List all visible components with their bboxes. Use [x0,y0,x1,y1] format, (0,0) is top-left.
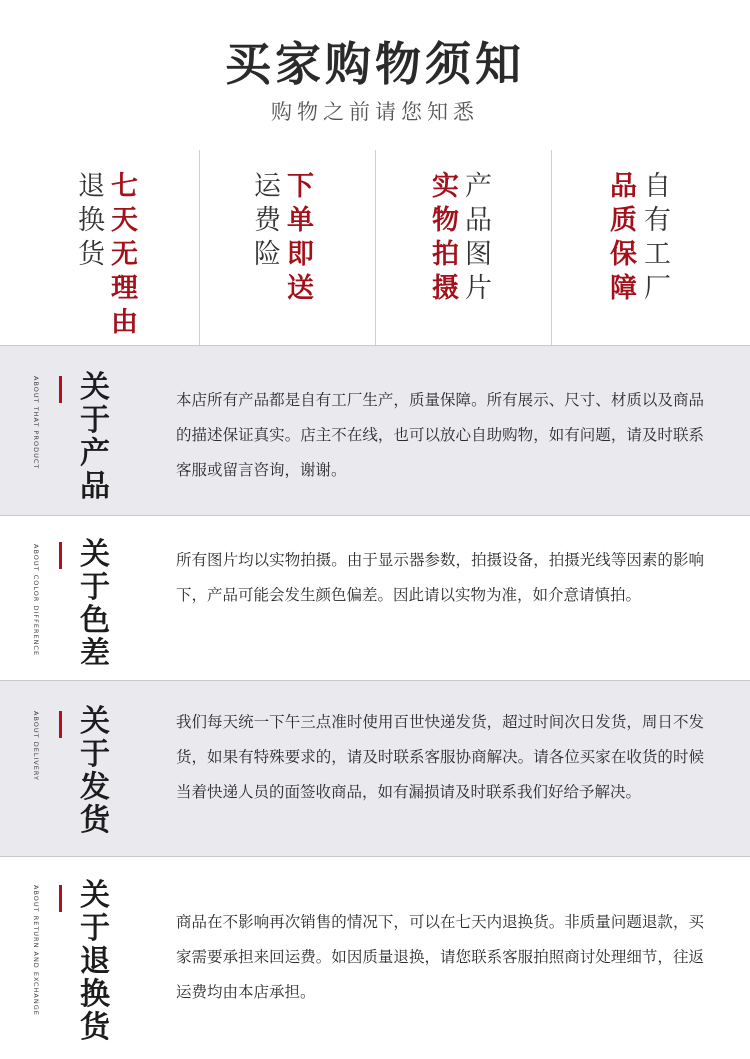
promise-shipping-highlight: 下 单 即 送 [287,171,314,304]
section-body: 我们每天统一下午三点准时使用百世快递发货，超过时间次日发货，周日不发货，如果有特殊要求的，请及时联系客服协商解决。请各位买家在收货的时候当着快递人员的面签收商品，如有漏损请及时联系我们好给予解决。 [176,713,704,801]
page-subtitle: 购物之前请您知悉 [271,100,479,124]
promise-returns-plain: 退 换 货 [78,171,105,270]
section-title: 关 于 色 差 [80,537,110,671]
promise-photos-plain: 产 品 图 片 [465,171,492,304]
page-title: 买家购物须知 [225,37,525,91]
section-title: 关 于 产 品 [80,370,110,504]
promise-shipping-plain: 运 费 险 [254,171,281,270]
section-about-product [0,345,750,516]
section-en-label: ABOUT RETURN AND EXCHANGE [32,885,40,1016]
promise-quality [552,150,750,345]
section-title: 关 于 退 换 货 [80,878,110,1045]
promise-photos-highlight: 实 物 拍 摄 [432,171,459,304]
section-accent-bar [59,376,62,403]
section-en-label: ABOUT THAT PRODUCT [32,376,40,470]
section-title: 关 于 发 货 [80,704,110,838]
section-accent-bar [59,711,62,738]
promise-returns-highlight: 七 天 无 理 由 [111,171,138,338]
promise-shipping-insurance [200,150,375,345]
section-body: 商品在不影响再次销售的情况下，可以在七天内退换货。非质量问题退款，买家需要承担来回运费。如因质量退换，请您联系客服拍照商讨处理细节，往返运费均由本店承担。 [176,913,704,1001]
promise-strip [0,150,750,345]
section-accent-bar [59,885,62,912]
section-about-color [0,515,750,681]
section-body: 所有图片均以实物拍摄。由于显示器参数，拍摄设备，拍摄光线等因素的影响下，产品可能会发生颜色偏差。因此请以实物为准，如介意请慎拍。 [176,551,704,604]
promise-returns [0,150,199,345]
section-en-label: ABOUT DELIVERY [32,711,40,781]
promise-quality-highlight: 品 质 保 障 [610,171,637,304]
section-en-label: ABOUT COLOR DIFFERENCE [32,544,40,657]
promise-real-photos [376,150,551,345]
section-about-delivery [0,680,750,857]
section-accent-bar [59,542,62,569]
section-about-returns [0,856,750,1059]
promise-quality-plain: 自 有 工 厂 [644,171,671,304]
section-body: 本店所有产品都是自有工厂生产，质量保障。所有展示、尺寸、材质以及商品的描述保证真实。店主不在线，也可以放心自助购物，如有问题，请及时联系客服或留言咨询，谢谢。 [176,391,704,479]
